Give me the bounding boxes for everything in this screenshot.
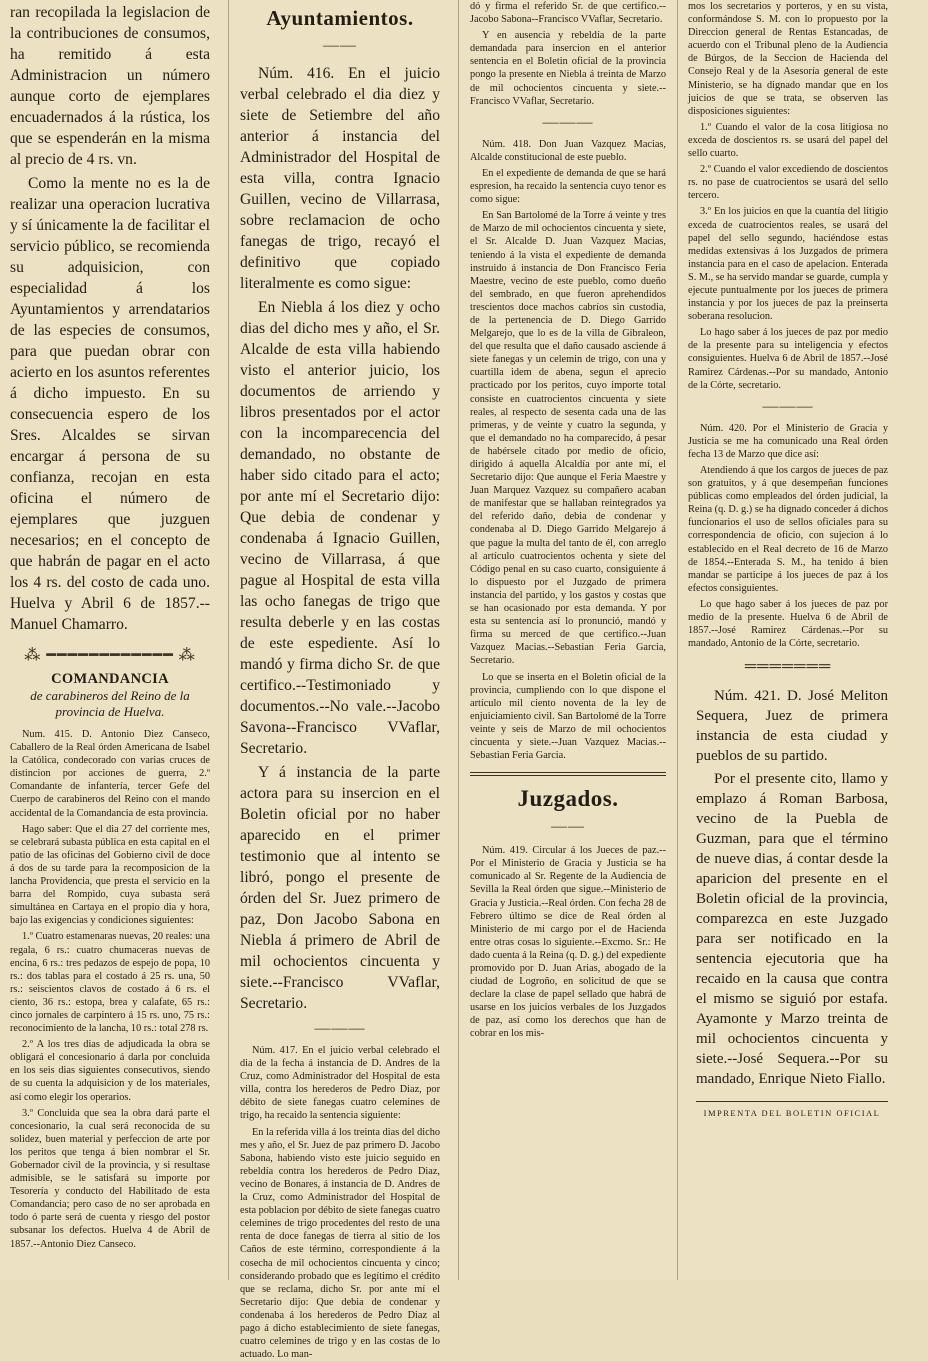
section-comandancia-body: [10, 728, 210, 1251]
column-3: [470, 0, 666, 1280]
imprint-rule: [696, 1101, 888, 1102]
paragraph: Como la mente no es la de realizar una operacion lucrativa y sí únicamente la de facilitar el servicio público, se recomienda su adquisicion, con especialidad á los Ayuntamientos y arrendatarios de las especies de consumos, para que puedan obrar con acierto en los asuntos referentes á dicho impuesto. En su consecuencia espero de los Sres. Alcaldes se sirvan encargar á persona de su confianza, recojan en esta oficina el número de ejemplares que juzguen necesarios; en el concepto de que habrán de pagar en el acto los 4 rs. del costo de cada uno. Huelva y Abril 6 de 1857.--Manuel Chamarro.: [10, 175, 210, 633]
column-rule: [677, 0, 678, 1280]
paragraph: En San Bartolomé de la Torre á veinte y tres de Marzo de mil ochocientos cincuenta y siete, el Sr. Alcalde D. Juan Vazquez Macias, teniendo á la vista el expediente de demanda instruido á instancia de Don Francisco Feria Maestre, vecino de este pueblo, como dueño del sembrado, en que fueron aprehendidos trescientos doce machos cabríos sin custodia, de la pertenencia de D. Diego Garrido Melgarejo, que lo es de la villa de Gibraleon, del que resulta que el daño causado asciende á siete fanegas y un celemin de trigo, con una y cuartilla idem de abena, segun el aprecio practicado por los peritos, cuyo importe total consiste en cuatrocientos cincuenta y siete reales, al respecto de sesenta cada una de las primeras, y de veinte y cuatro la segunda, y que el demandado no ha comparecido, á pesar de habérsele citado por medio de oficio, dirigido á aquella Alcaldía por ante mí, el Secretario dijo: Que aunque el Feria Maestre y Juan Marquez Vazquez su compañero acaban de manifestar que se hallaban reintegrados ya del referido daño, debia de condenar y condenaba al D. Diego Garrido Melgarejo á que pague la multa del tanto de él, con arreglo al artículo cuatrocientos ochenta y siete del Código penal en su caso cuarto, consiguiente á lo dispuesto por el Juzgado de primera instancia del partido, y los gastos y costas que se han ocasionado por esta demanda. Y por esta su sentencia así lo pronunció, mandó y firma su merced de que certifico.--Juan Vazquez Macias.--Sebastian Feria Garcia, Secretario.: [470, 210, 666, 667]
paragraph: Lo que hago saber á los jueces de paz por medio de la presente. Huelva 6 de Abril de 1857.--José Ramirez Cárdenas.--Por su mandado, Antonio de la Córte, secretario.: [688, 598, 888, 650]
section-419-continued: [688, 0, 888, 392]
paragraph: 1.º Cuando el valor de la cosa litigiosa no exceda de doscientos rs. se usará del papel del sello cuarto.: [688, 121, 888, 160]
section-ayuntamientos-body: [240, 63, 440, 1014]
paragraph: En Niebla á los diez y ocho dias del dicho mes y año, el Sr. Alcalde de esta villa habiendo visto el anterior juicio, los documentos de arriendo y libros presentados por el actor con la incomparecencia del demandado, no obstante de haber sido citado para el acto; por ante mí el Secretario dijo: Que debia de condenar y condenaba á Ignacio Guillen, vecino de Villarrasa, á que pague al Hospital de esta villa las ocho fanegas de trigo que resulta deberle y en las costas de este espediente. Así lo mandó y firma dicho Sr. de que certifico.--Testimoniado y documentos.--No vale.--Jacobo Savona--Francisco VVaflar, Secretario.: [240, 299, 440, 757]
paragraph: En la referida villa á los treinta dias del dicho mes y año, el Sr. Juez de paz primero D. Jacobo Sabona, habiendo visto este juicio seguido en rebeldía contra los herederos de Pedro Diaz, vecino de Bonares, á instancia de D. Andres de la Cruz, como Administrador del Hospital de esta poblacion por débito de siete fanegas cuatro celemines de trigo procedentes del resto de una renta de doce fanegas de tierra al sitio de los Caños de este término, correspondiente á la cosecha de mil ochocientos cincuenta y cinco; considerando probado que es legítimo el crédito que se reclama, dicho Sr. por ante mí el Secretario dijo: Que debia de condenar y condenaba á los herederos de Pedro Diaz al pago á dicho establecimiento de siete fanegas, cuatro celemines de trigo y en las costas de lo actuado. Lo man-: [240, 1126, 440, 1361]
section-420-body: [688, 422, 888, 651]
short-rule: ———: [314, 1020, 366, 1037]
paragraph: Núm. 419. Circular á los Jueces de paz.--Por el Ministerio de Gracia y Justicia se ha comunicado al Sr. Regente de la Audiencia de Sevilla la Real órden que sigue.--Ministerio de Gracia y Justicia.--Real órden. Con fecha 28 de Febrero último se dice de Real órden al Ministerio de mi cargo por el de Hacienda entre otras cosas lo siguiente.--Excmo. Sr.: He dado cuenta á la Reina (q. D. g.) del expediente promovido por D. Juan Arias, abogado de la ciudad de Logroño, en solicitud de que se declare la clase de papel sellado que habrá de usarse en los juicios verbales de los Juzgados de paz, así como los derechos que han de cobrar en los mis-: [470, 845, 666, 1040]
paragraph: Num. 415. D. Antonio Diez Canseco, Caballero de la Real órden Americana de Isabel la Católica, condecorado con varias cruces de distincion por acciones de guerra, 2.º Comandante de infantería, tercer Gefe del Cuerpo de carabineros del Reino con el mando accidental de la Comandancia de esta provincia.: [10, 729, 210, 819]
section-subheading: de carabineros del Reino de la provincia de Huelva.: [30, 688, 190, 719]
paragraph: 2.º A los tres dias de adjudicada la obra se obligará el concesionario á darla por concluida en los seis dias siguientes consecutivos, siendo de su cuenta la adquisicion y de los materiales, así como elegir los operarios.: [10, 1039, 210, 1103]
double-rule: [470, 772, 666, 776]
paragraph: Núm. 417. En el juicio verbal celebrado el dia de la fecha á instancia de D. Andres de la Cruz, como Administrador del Hospital de esta villa, contra los herederos de Pedro Diaz, por débito de siete fanegas cuatro celemines de trigo, ha recaido la sentencia siguiente:: [240, 1045, 440, 1122]
paragraph: Por el presente cito, llamo y emplazo á Roman Barbosa, vecino de la Puebla de Guzman, para que el término de nueve dias, á contar desde la aparicion del presente en el Boletin oficial de la provincia, comparezca en este Juzgado para ser notificado en la sentencia ejecutoria que ha recaido en la causa que contra el mismo se siguió por estafa. Ayamonte y Marzo treinta de mil ochocientos cincuenta y siete.--José Sequera.--Por su mandado, Enrique Nieto Fiallo.: [696, 771, 888, 1088]
paragraph: Y en ausencia y rebeldía de la parte demandada para insercion en el anterior sentencia en el Boletin oficial de la provincia pongo la presente en Niebla á treinta de Marzo de mil ochocientos cincuenta y siete.--Francisco VVaflar, Secretario.: [470, 30, 666, 107]
paragraph: Lo hago saber á los jueces de paz por medio de la presente para su inteligencia y efectos consiguientes. Huelva 6 de Abril de 1857.--José Ramirez Cárdenas.--Por su mandado, Antonio de la Córte, secretario.: [688, 327, 888, 391]
section-heading-ayuntamientos: Ayuntamientos.: [266, 6, 414, 30]
section-heading: COMANDANCIA: [51, 671, 169, 687]
comandancia-header: [10, 671, 210, 720]
paragraph: 3.º Concluida que sea la obra dará parte el concesionario, la cual será reconocida de su solidez, buen material y perfeccion de arte por los peritos que tenga á bien nombrar el Sr. Gobernador civil de la provincia, y si resultase admisible, se le satisfará su importe por Tesorería y conducto del Habilitado de esta Comandancia; pero caso de no ser aprobada en todo ó parte será de cuenta y riesgo del postor subsanar los defectos. Huelva 4 de Abril de 1857.--Antonio Diez Canseco.: [10, 1107, 210, 1250]
paragraph: Núm. 416. En el juicio verbal celebrado el dia diez y siete de Setiembre del año anterior á instancia del Administrador del Hospital de esta villa, contra Ignacio Guillen, vecino de Villarrasa, sobre reclamacion de ocho fanegas de trigo, recayó el definitivo que copiado literalmente es como sigue:: [240, 65, 440, 292]
paragraph: En el expediente de demanda de que se hará espresion, ha recaido la sentencia cuyo tenor es como sigue:: [470, 167, 666, 206]
paragraph: 3.º En los juicios en que la cuantía del litigio exceda de cuatrocientos reales, se usará del papel del sello segundo, haciéndose estas medidas extensivas á los Juzgados de primera instancia para en el caso de apelacion. Enterada S. M., se ha servido mandar se guarde, cumpla y ejecute puntualmente por los jueces de primera instancia y por los jueces de paz la preinserta soberana resolucion.: [688, 206, 888, 323]
paragraph: 2.º Cuando el valor excediendo de doscientos rs. no pase de cuatrocientos se usará del sello tercero.: [688, 164, 888, 202]
short-rule: ———: [762, 397, 814, 415]
imprint: IMPRENTA DEL BOLETIN OFICIAL: [703, 1108, 881, 1119]
short-rule: ———: [542, 113, 594, 131]
paragraph: dó y firma el referido Sr. de que certifico.--Jacobo Sabona--Francisco VVaflar, Secretario.: [470, 1, 666, 26]
paragraph: ran recopilada la legislacion de la contribuciones de consumos, ha remitido á esta Administracion un número aunque corto de ejemplares encuadernados á la rústica, los que se espenderán en la misma al precio de 4 rs. vn.: [10, 4, 210, 168]
column-2: [240, 0, 440, 1361]
paragraph: Núm. 421. D. José Meliton Sequera, Juez de primera instancia de esta ciudad y pueblos de su partido.: [696, 688, 888, 765]
section-heading-juzgados: Juzgados.: [517, 786, 619, 812]
section-legislation-notice: [10, 2, 210, 635]
short-rule: ——: [323, 37, 357, 54]
paragraph: Hago saber: Que el dia 27 del corriente mes, se celebrará subasta pública en esta capital en el patio de las oficinas del Gobierno civil de doce á dos de su tarde para la recomposicion de la lancha Providencia, que presta el servicio en la barra del Rompido, cuya subasta será simultánea en Cartaya en el propio dia y hora, bajo las exigencias y condiciones siguientes:: [10, 823, 210, 927]
section-418-body: [470, 138, 666, 762]
section-416-continued: [470, 0, 666, 108]
ornament-divider: ⁂ ━━━━━━━━━━━━ ⁂: [24, 647, 196, 664]
short-rule: ——: [551, 818, 585, 836]
paragraph: mos los secretarios y porteros, y en su vista, conformándose S. M. con lo propuesto por la Direccion general de Rentas Estancadas, de acuerdo con el Tribunal pleno de la Audiencia de Búrgos, de la Seccion de Hacienda del Consejo Real y de la Asesoría general de este Ministerio, se ha dignado mandar que en los juicios de que se trata, se observen las disposiciones siguientes:: [688, 1, 888, 117]
section-417-body: [240, 1044, 440, 1361]
paragraph: Lo que se inserta en el Boletin oficial de la provincia, cumpliendo con lo que dispone el artículo mil ciento noventa de la ley de enjuiciamiento civil. San Bartolomé de la Torre veinte y seis de Marzo de mil ochocientos cincuenta y siete.--Juan Vazquez Macias.--Sebastian Feria Garcia.: [470, 671, 666, 762]
paragraph: 1.º Cuatro estamenaras nuevas, 20 reales: una regala, 6 rs.: cuatro chumaceras nuevas de encina, 6 rs.: tres pedazos de espejo de popa, 10 rs.: dos tablas para el costado á 25 rs. una, 50 rs.: seiscientos clavos de costado á 6 rs. el ciento, 36 rs.: estopa, brea y calafate, 65 rs.: cinco jornales de carpintero á 15 rs. uno, 75 rs.: reconocimiento de la lancha, 10 rs.: total 278 rs.: [10, 931, 210, 1035]
paragraph: Y á instancia de la parte actora para su insercion en el Boletin oficial por no haber aparecido en el primer testimonio que al intento se libró, pongo el presente de órden del Sr. Juez primero de paz, Don Jacobo Sabona en Niebla á primero de Abril de mil ochocientos cincuenta y siete.--Francisco VVaflar, Secretario.: [240, 764, 440, 1012]
paragraph: Atendiendo á que los cargos de jueces de paz son gratuitos, y á que desempeñan funciones públicas como empleados del órden judicial, la Reina (q. D. g.) se ha dignado conceder á dichos funcionarios el uso de sellos oficiales para su correspondencia de oficio, con sujecion á lo establecido en el Real decreto de 16 de Marzo de 1854.--Enterada S. M., ha tenido á bien mandar se participe á los jueces de paz á los efectos consiguientes.: [688, 465, 888, 594]
section-419-body: [470, 844, 666, 1040]
column-rule: [458, 0, 459, 1280]
section-421-body: [688, 686, 888, 1089]
paragraph: Núm. 418. Don Juan Vazquez Macias, Alcalde constitucional de este pueblo.: [470, 138, 666, 163]
column-1: [10, 0, 210, 1280]
column-rule: [228, 0, 229, 1280]
ornament-divider: ═══════: [744, 658, 832, 676]
column-4: [688, 0, 888, 1280]
paragraph: Núm. 420. Por el Ministerio de Gracia y Justicia se me ha comunicado una Real órden fecha 13 de Marzo que dice así:: [688, 422, 888, 460]
